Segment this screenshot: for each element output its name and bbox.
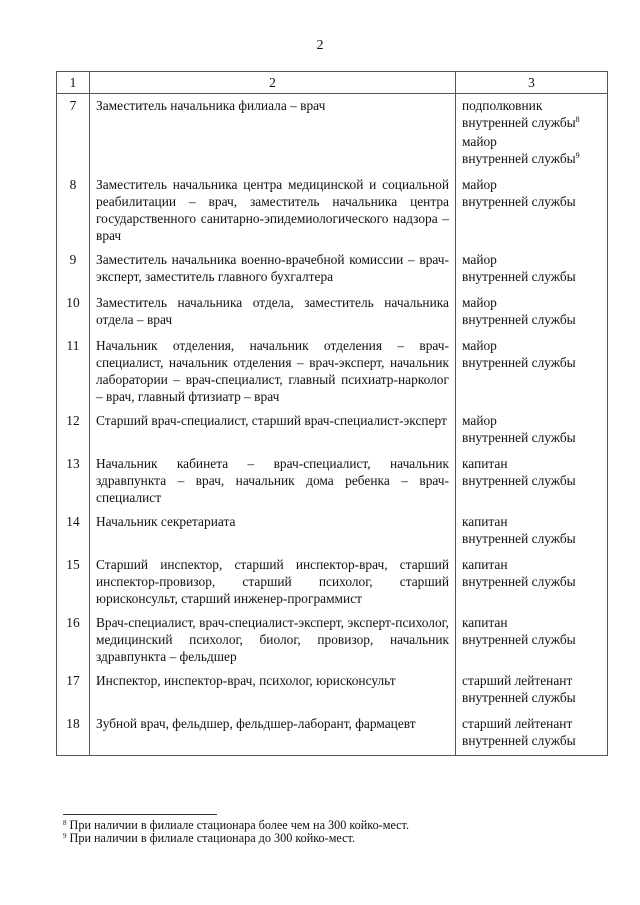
rank [462, 133, 601, 167]
rank-title: старший лейтенант [462, 716, 573, 731]
position-title: Заместитель начальника отдела, заместитель начальника отдела – врач [90, 291, 456, 334]
rank-title: капитан [462, 615, 508, 630]
row-number: 7 [57, 94, 90, 174]
rank-title: майор [462, 177, 497, 192]
row-number: 8 [57, 173, 90, 248]
footnotes [63, 819, 409, 845]
table-row [57, 712, 608, 756]
rank-cell [456, 409, 608, 452]
rank-title: майор [462, 338, 497, 353]
rank-service: внутренней службы [462, 473, 576, 488]
rank-service: внутренней службы [462, 531, 576, 546]
row-number: 9 [57, 248, 90, 291]
rank [462, 672, 601, 706]
rank-cell [456, 553, 608, 611]
rank-service: внутренней службы [462, 733, 576, 748]
position-title: Зубной врач, фельдшер, фельдшер-лаборант, фармацевт [90, 712, 456, 756]
table-row [57, 94, 608, 174]
header-col-3: 3 [456, 72, 608, 94]
table-row [57, 553, 608, 611]
table-row [57, 510, 608, 553]
rank-cell [456, 712, 608, 756]
rank-cell [456, 510, 608, 553]
table-row [57, 334, 608, 409]
rank-title: старший лейтенант [462, 673, 573, 688]
rank-title: капитан [462, 456, 508, 471]
rank-cell [456, 248, 608, 291]
rank-service: внутренней службы [462, 194, 576, 209]
rank [462, 412, 601, 446]
rank-cell [456, 452, 608, 510]
row-number: 10 [57, 291, 90, 334]
position-title: Старший врач-специалист, старший врач-специалист-эксперт [90, 409, 456, 452]
rank-service: внутренней службы [462, 355, 576, 370]
rank-service: внутренней службы [462, 151, 576, 166]
rank-service: внутренней службы [462, 632, 576, 647]
footnote-mark: 8 [63, 819, 67, 827]
footnote-9 [63, 832, 409, 845]
page-number: 2 [316, 38, 324, 53]
position-title: Начальник отделения, начальник отделения – врач-специалист, начальник отделения – врач-эксперт, начальник лаборатории – врач-специалист, главный психиатр-нарколог – врач, главный фтизиатр – врач [90, 334, 456, 409]
rank [462, 251, 601, 285]
table-row [57, 669, 608, 712]
row-number: 14 [57, 510, 90, 553]
rank [462, 715, 601, 749]
row-number: 16 [57, 611, 90, 669]
rank [462, 176, 601, 210]
rank-cell [456, 291, 608, 334]
rank [462, 614, 601, 648]
row-number: 13 [57, 452, 90, 510]
rank-service: внутренней службы [462, 690, 576, 705]
footnote-mark: 9 [63, 832, 67, 840]
rank-service: внутренней службы [462, 574, 576, 589]
position-title: Заместитель начальника военно-врачебной комиссии – врач-эксперт, заместитель главного бухгалтера [90, 248, 456, 291]
rank-title: майор [462, 252, 497, 267]
table-row [57, 409, 608, 452]
rank-service: внутренней службы [462, 269, 576, 284]
rank-title: майор [462, 295, 497, 310]
row-number: 18 [57, 712, 90, 756]
footnote-text: При наличии в филиале стационара до 300 койко-мест. [69, 831, 355, 845]
table-header-row [57, 72, 608, 94]
row-number: 15 [57, 553, 90, 611]
position-title: Заместитель начальника центра медицинской и социальной реабилитации – врач, заместитель начальника центра государственного санитарно-эпидемиологического надзора – врач [90, 173, 456, 248]
rank-service: внутренней службы [462, 312, 576, 327]
header-col-1: 1 [57, 72, 90, 94]
rank [462, 97, 601, 131]
position-title: Начальник кабинета – врач-специалист, начальник здравпункта – врач, начальник дома ребенка – врач-специалист [90, 452, 456, 510]
position-title: Заместитель начальника филиала – врач [90, 94, 456, 174]
rank [462, 294, 601, 328]
table-row [57, 452, 608, 510]
table-body [57, 94, 608, 756]
rank [462, 513, 601, 547]
row-number: 11 [57, 334, 90, 409]
footnote-ref: 8 [575, 115, 580, 124]
table-row [57, 611, 608, 669]
rank-title: капитан [462, 557, 508, 572]
row-number: 17 [57, 669, 90, 712]
rank [462, 337, 601, 371]
table-row [57, 291, 608, 334]
rank-cell [456, 611, 608, 669]
rank [462, 556, 601, 590]
rank-cell [456, 334, 608, 409]
rank-service: внутренней службы [462, 430, 576, 445]
positions-table [56, 71, 608, 756]
rank-cell [456, 94, 608, 174]
table-row [57, 248, 608, 291]
table-row [57, 173, 608, 248]
rank-cell [456, 669, 608, 712]
row-number: 12 [57, 409, 90, 452]
position-title: Врач-специалист, врач-специалист-эксперт, эксперт-психолог, медицинский психолог, биолог, провизор, начальник здравпункта – фельдшер [90, 611, 456, 669]
footnote-text: При наличии в филиале стационара более чем на 300 койко-мест. [69, 818, 410, 832]
rank-title: подполковник [462, 98, 543, 113]
footnote-separator [63, 814, 217, 815]
header-col-2: 2 [90, 72, 456, 94]
rank-service: внутренней службы [462, 115, 576, 130]
position-title: Начальник секретариата [90, 510, 456, 553]
rank-title: капитан [462, 514, 508, 529]
rank-title: майор [462, 413, 497, 428]
footnote-ref: 9 [575, 151, 580, 160]
rank-title: майор [462, 134, 497, 149]
rank-cell [456, 173, 608, 248]
position-title: Инспектор, инспектор-врач, психолог, юрисконсульт [90, 669, 456, 712]
rank [462, 455, 601, 489]
position-title: Старший инспектор, старший инспектор-врач, старший инспектор-провизор, старший психолог, старший юрисконсульт, старший инженер-программист [90, 553, 456, 611]
